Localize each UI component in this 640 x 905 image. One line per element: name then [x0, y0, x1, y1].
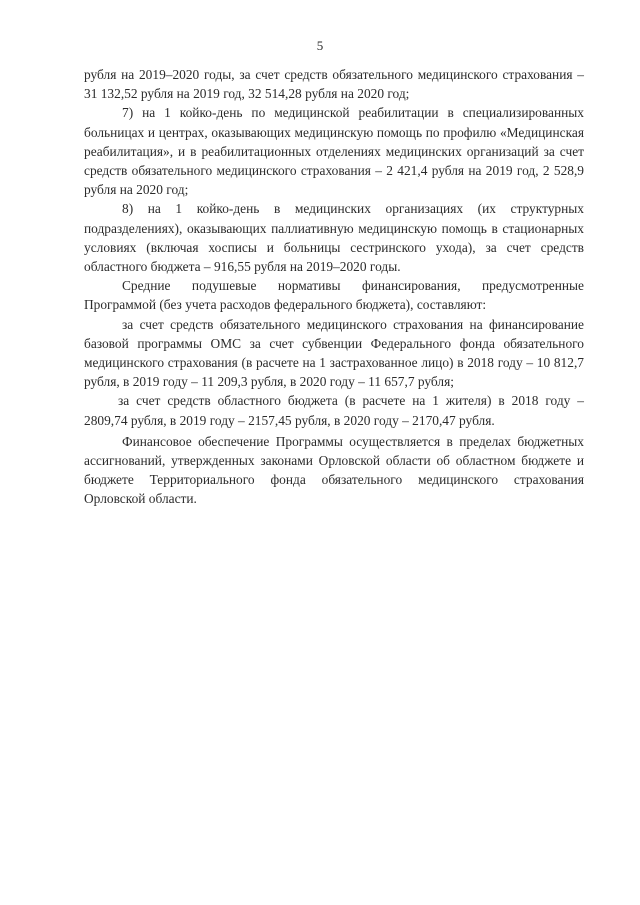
paragraph-regional-budget: за счет средств областного бюджета (в расчете на 1 жителя) в 2018 году – 2809,74 рубля, в 2019 году – 2157,45 рубля, в 2020 году – 2170,47 рубля. [84, 393, 584, 428]
paragraph-oms-funding: за счет средств обязательного медицинского страхования на финансирование базовой программы ОМС за счет субвенции Федерального фонда обязательного медицинского страхования (в расчете на 1 застрахованное лицо) в 2018 году – 10 812,7 рубля, в 2019 году – 11 209,3 рубля, в 2020 году – 11 657,7 рубля; [84, 316, 584, 390]
page-number: 5 [316, 38, 324, 53]
paragraph-continuation: рубля на 2019–2020 годы, за счет средств обязательного медицинского страхования – 31 132,52 рубля на 2019 год, 32 514,28 рубля на 2020 год; [84, 67, 584, 102]
paragraph-financial-provision: Финансовое обеспечение Программы осуществляется в пределах бюджетных ассигнований, утвержденных законами Орловской области об областном бюджете и бюджете Территориального фонда обязательного медицинского страхования Орловской области. [84, 433, 584, 507]
document-body [84, 65, 584, 509]
paragraph-item-8: 8) на 1 койко-день в медицинских организациях (их структурных подразделениях), оказывающих паллиативную медицинскую помощь в стационарных условиях (включая хосписы и больницы сестринского ухода), за счет средств областного бюджета – 916,55 рубля на 2019–2020 годы. [84, 201, 584, 275]
paragraph-item-7: 7) на 1 койко-день по медицинской реабилитации в специализированных больницах и центрах, оказывающих медицинскую помощь по профилю «Медицинская реабилитация», и в реабилитационных отделениях медицинских организаций за счет средств обязательного медицинского страхования – 2 421,4 рубля на 2019 год, 2 528,9 рубля на 2020 год; [84, 105, 584, 198]
paragraph-per-capita-intro: Средние подушевые нормативы финансирования, предусмотренные Программой (без учета расходов федерального бюджета), составляют: [84, 278, 584, 313]
